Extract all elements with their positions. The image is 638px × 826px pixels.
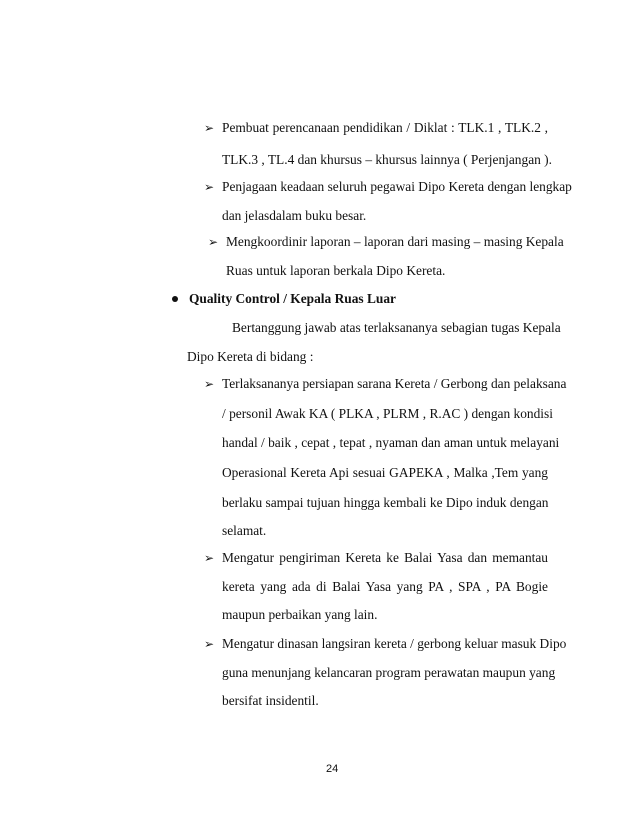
paragraph-line: Bertanggung jawab atas terlaksananya sebagian tugas Kepala: [232, 320, 561, 335]
text-line: kereta yang ada di Balai Yasa yang PA , SPA , PA Bogie: [222, 579, 548, 594]
text-line: Penjagaan keadaan seluruh pegawai Dipo Kereta dengan lengkap: [222, 179, 572, 194]
round-bullet-icon: [172, 296, 178, 302]
arrow-bullet-icon: ➢: [204, 637, 215, 651]
text-line: dan jelasdalam buku besar.: [222, 208, 367, 223]
text-line: Terlaksananya persiapan sarana Kereta / Gerbong dan pelaksana: [222, 376, 567, 391]
text-line: berlaku sampai tujuan hingga kembali ke Dipo induk dengan: [222, 495, 549, 510]
arrow-bullet-icon: ➢: [208, 235, 219, 249]
section-heading: Quality Control / Kepala Ruas Luar: [189, 291, 396, 306]
page-number: 24: [326, 763, 339, 775]
arrow-bullet-icon: ➢: [204, 180, 215, 194]
text-line: / personil Awak KA ( PLKA , PLRM , R.AC ) dengan kondisi: [222, 406, 553, 421]
arrow-bullet-icon: ➢: [204, 121, 215, 135]
text-line: Pembuat perencanaan pendidikan / Diklat : TLK.1 , TLK.2 ,: [222, 120, 548, 135]
text-line: selamat.: [222, 523, 267, 538]
text-line: TLK.3 , TL.4 dan khursus – khursus lainnya ( Perjenjangan ).: [222, 152, 552, 167]
text-line: Operasional Kereta Api sesuai GAPEKA , Malka ,Tem yang: [222, 465, 548, 480]
arrow-bullet-icon: ➢: [204, 377, 215, 391]
text-line: guna menunjang kelancaran program perawatan maupun yang: [222, 665, 556, 680]
text-line: handal / baik , cepat , tepat , nyaman dan aman untuk melayani: [222, 435, 560, 450]
paragraph-line: Dipo Kereta di bidang :: [187, 349, 314, 364]
text-line: Mengkoordinir laporan – laporan dari masing – masing Kepala: [226, 234, 564, 249]
text-line: maupun perbaikan yang lain.: [222, 607, 378, 622]
arrow-bullet-icon: ➢: [204, 551, 215, 565]
text-line: Mengatur dinasan langsiran kereta / gerbong keluar masuk Dipo: [222, 636, 567, 651]
text-line: Ruas untuk laporan berkala Dipo Kereta.: [226, 263, 446, 278]
text-line: Mengatur pengiriman Kereta ke Balai Yasa dan memantau: [222, 550, 548, 565]
text-line: bersifat insidentil.: [222, 693, 319, 708]
